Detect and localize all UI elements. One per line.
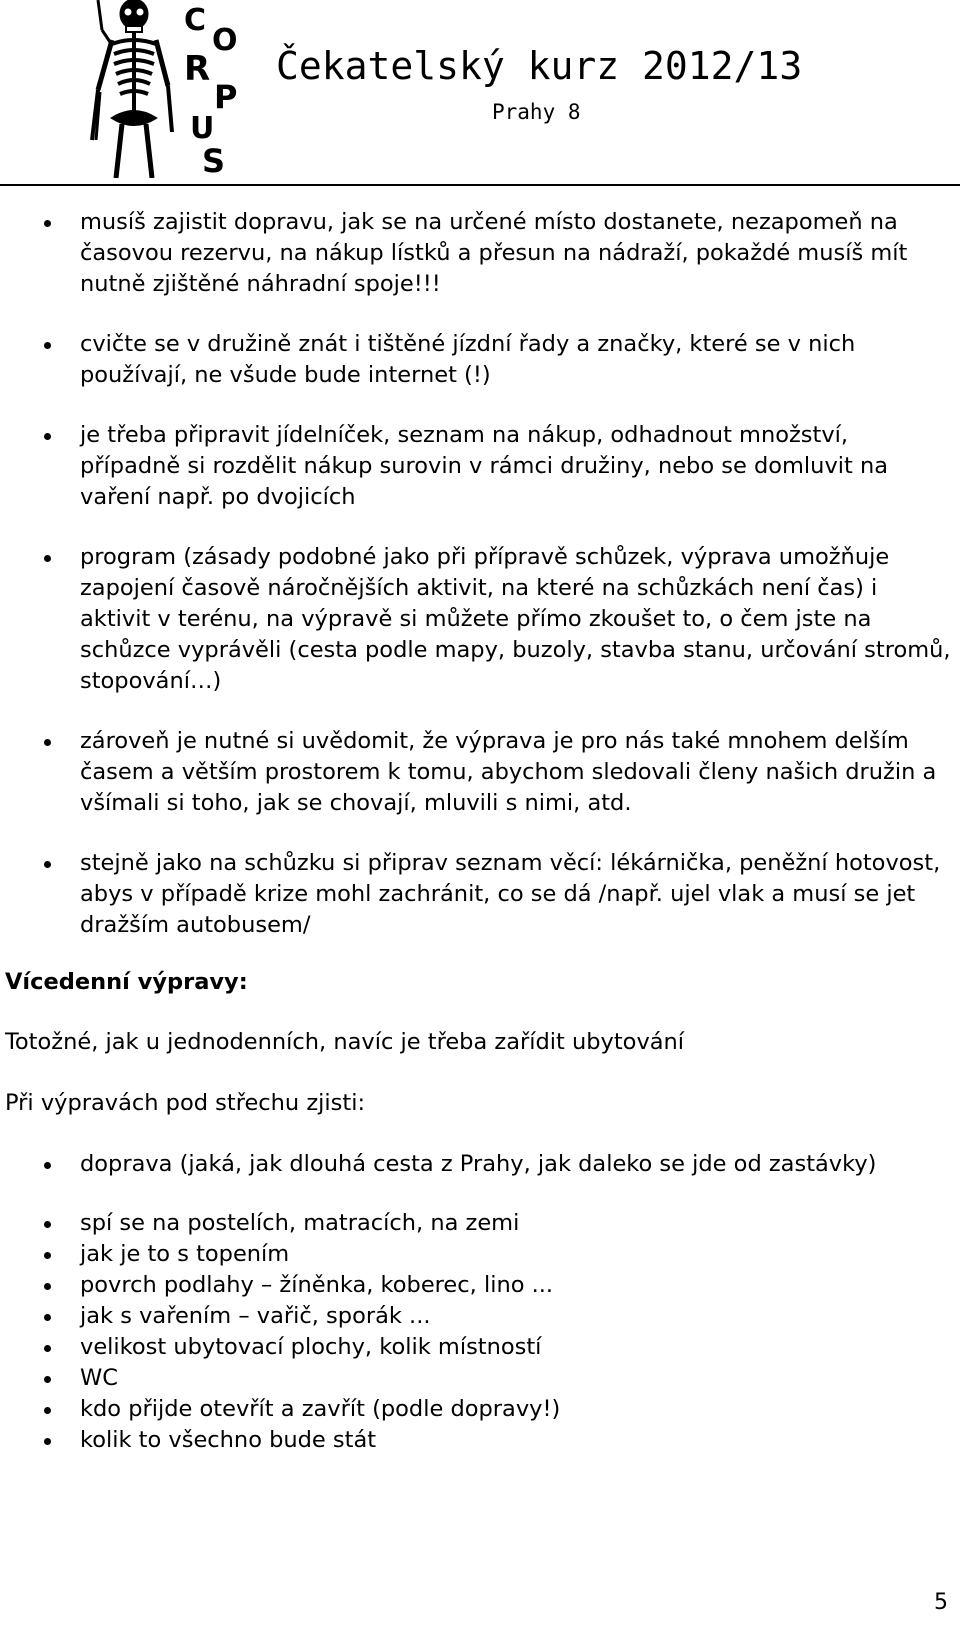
course-subtitle: Prahy 8 (492, 100, 581, 124)
list-item: je třeba připravit jídelníček, seznam na nákup, odhadnout množství, případně si rozdělit nákup surovin v rámci družiny, nebo se domluvit na vaření např. po dvojicích (0, 420, 960, 513)
list-item: spí se na postelích, matracích, na zemi (0, 1208, 960, 1239)
list-item: program (zásady podobné jako při přípravě schůzek, výprava umožňuje zapojení časově náročnějších aktivit, na které na schůzkách není čas) i aktivit v terénu, na výpravě si můžete přímo zkoušet to, o čem jste na schůzce vyprávěli (cesta podle mapy, buzoly, stavba stanu, určování stromů, stopování…) (0, 542, 960, 697)
svg-text:S: S (202, 142, 226, 178)
list-item: cvičte se v družině znát i tištěné jízdní řady a značky, které se v nich používají, ne všude bude internet (!) (0, 329, 960, 391)
list-item: povrch podlahy – žíněnka, koberec, lino ... (0, 1270, 960, 1301)
header-divider (0, 184, 960, 186)
page-header (0, 0, 960, 186)
svg-text:U: U (190, 111, 215, 146)
list-item: zároveň je nutné si uvědomit, že výprava je pro nás také mnohem delším časem a větším prostorem k tomu, abychom sledovali členy našich družin a všímali si toho, jak se chovají, mluvili s nimi, atd. (0, 726, 960, 819)
list-item: velikost ubytovací plochy, kolik místností (0, 1332, 960, 1363)
corpus-skeleton-logo (72, 0, 252, 178)
paragraph-same-as-one-day: Totožné, jak u jednodenních, navíc je třeba zařídit ubytování (5, 1029, 685, 1055)
svg-text:O: O (212, 23, 238, 58)
list-item: musíš zajistit dopravu, jak se na určené místo dostanete, nezapomeň na časovou rezervu, na nákup lístků a přesun na nádraží, pokaždé musíš mít nutně zjištěné náhradní spoje!!! (0, 207, 960, 300)
trip-preparation-list (0, 207, 960, 941)
list-item: kolik to všechno bude stát (0, 1425, 960, 1456)
list-item: WC (0, 1363, 960, 1394)
svg-text:R: R (184, 49, 211, 89)
list-item: doprava (jaká, jak dlouhá cesta z Prahy, jak daleko se jde od zastávky) (0, 1149, 960, 1180)
list-item: jak s vařením – vařič, sporák ... (0, 1301, 960, 1332)
svg-text:P: P (214, 78, 238, 116)
paragraph-check-intro: Při výpravách pod střechu zjisti: (5, 1090, 366, 1116)
list-item: stejně jako na schůzku si připrav seznam věcí: lékárnička, peněžní hotovost, abys v případě krize mohl zachránit, co se dá /např. ujel vlak a musí se jet dražším autobusem/ (0, 848, 960, 941)
document-body (0, 207, 960, 1456)
course-title: Čekatelský kurz 2012/13 (276, 44, 803, 88)
section-heading: Vícedenní výpravy: (5, 969, 248, 995)
page-number: 5 (934, 1590, 948, 1615)
list-item: jak je to s topením (0, 1239, 960, 1270)
list-item: kdo přijde otevřít a zavřít (podle dopravy!) (0, 1394, 960, 1425)
svg-text:C: C (184, 3, 207, 38)
accommodation-check-list (0, 1149, 960, 1456)
